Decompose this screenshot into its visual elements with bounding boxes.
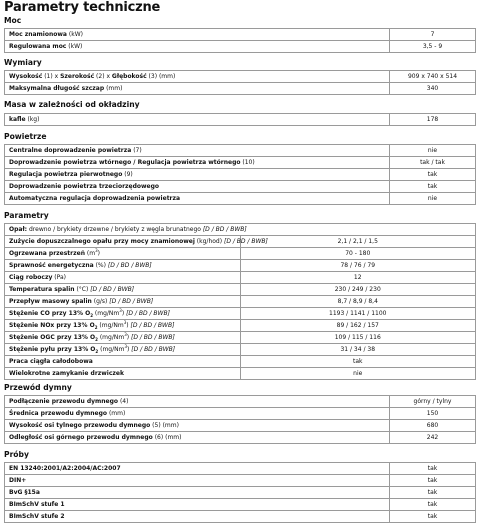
section-heading-proby: Próby bbox=[4, 450, 29, 459]
table-row: Stężenie pyłu przy 13% $O_2$ (mg/Nm$^3$) [D / BD / BWB] 31 / 34 / 38 bbox=[5, 344, 476, 356]
table-row: Średnica przewodu dymnego (mm) 150 bbox=[5, 408, 476, 420]
table-row: Wysokość (1) x Szerokość (2) x Głębokość (3) (mm) 909 x 740 x 514 bbox=[5, 71, 476, 83]
table-row: Ciąg roboczy (Pa) 12 bbox=[5, 272, 476, 284]
table-wymiary bbox=[4, 70, 476, 95]
table-row: Stężenie NOx przy 13% $O_2$ (mg/Nm$^3$) [D / BD / BWB] 89 / 162 / 157 bbox=[5, 320, 476, 332]
table-proby bbox=[4, 462, 476, 523]
table-row: Stężenie CO przy 13% $O_2$ (mg/Nm$^3$) [D / BD / BWB] 1193 / 1141 / 1100 bbox=[5, 308, 476, 320]
table-row: Podłączenie przewodu dymnego (4) górny / tylny bbox=[5, 396, 476, 408]
section-heading-masa: Masa w zależności od okładziny bbox=[4, 100, 140, 109]
table-row: BImSchV stufe 1 tak bbox=[5, 499, 476, 511]
table-row: Wysokość osi tylnego przewodu dymnego (5) (mm) 680 bbox=[5, 420, 476, 432]
table-row: BvG §15a tak bbox=[5, 487, 476, 499]
table-row: Sprawność energetyczna (%) [D / BD / BWB] 78 / 76 / 79 bbox=[5, 260, 476, 272]
table-powietrze bbox=[4, 144, 476, 205]
table-row: Temperatura spalin (°C) [D / BD / BWB] 230 / 249 / 230 bbox=[5, 284, 476, 296]
section-heading-powietrze: Powietrze bbox=[4, 132, 47, 141]
table-row: Regulacja powietrza pierwotnego (9) tak bbox=[5, 169, 476, 181]
table-row: kafle (kg) 178 bbox=[5, 114, 476, 126]
table-row: Centralne doprowadzenie powietrza (7) nie bbox=[5, 145, 476, 157]
table-row: EN 13240:2001/A2:2004/AC:2007 tak bbox=[5, 463, 476, 475]
table-row: Automatyczna regulacja doprowadzenia powietrza nie bbox=[5, 193, 476, 205]
table-row: Przepływ masowy spalin (g/s) [D / BD / BWB] 8,7 / 8,9 / 8,4 bbox=[5, 296, 476, 308]
table-row: Moc znamionowa (kW) 7 bbox=[5, 29, 476, 41]
table-moc bbox=[4, 28, 476, 53]
table-row: Doprowadzenie powietrza trzeciorzędowego tak bbox=[5, 181, 476, 193]
page-title: Parametry techniczne bbox=[4, 0, 161, 15]
section-heading-moc: Moc bbox=[4, 16, 22, 25]
table-row: Praca ciągła całodobowa tak bbox=[5, 356, 476, 368]
table-row: Doprowadzenie powietrza wtórnego / Regulacja powietrza wtórnego (10) tak / tak bbox=[5, 157, 476, 169]
table-row: Wielokrotne zamykanie drzwiczek nie bbox=[5, 368, 476, 380]
table-przewod-dymny bbox=[4, 395, 476, 444]
table-row: Odległość osi górnego przewodu dymnego (6) (mm) 242 bbox=[5, 432, 476, 444]
table-row: Regulowana moc (kW) 3,5 - 9 bbox=[5, 41, 476, 53]
table-parametry bbox=[4, 223, 476, 380]
section-heading-wymiary: Wymiary bbox=[4, 58, 42, 67]
table-row: Zużycie dopuszczalnego opału przy mocy znamionowej (kg/hod) [D / BD / BWB] 2,1 / 2,1 / 1,5 bbox=[5, 236, 476, 248]
section-heading-przewod-dymny: Przewód dymny bbox=[4, 383, 72, 392]
section-heading-parametry: Parametry bbox=[4, 211, 49, 220]
table-masa bbox=[4, 113, 476, 126]
table-row-fuel: Opał: drewno / brykiety drzewne / brykiety z węgla brunatnego [D / BD / BWB] bbox=[5, 224, 476, 236]
table-row: DIN+ tak bbox=[5, 475, 476, 487]
table-row: BImSchV stufe 2 tak bbox=[5, 511, 476, 523]
table-row: Stężenie OGC przy 13% $O_2$ (mg/Nm$^3$) [D / BD / BWB] 109 / 115 / 116 bbox=[5, 332, 476, 344]
table-row: Maksymalna długość szczap (mm) 340 bbox=[5, 83, 476, 95]
table-row: Ogrzewana przestrzeń $(m^3)$ 70 - 180 bbox=[5, 248, 476, 260]
